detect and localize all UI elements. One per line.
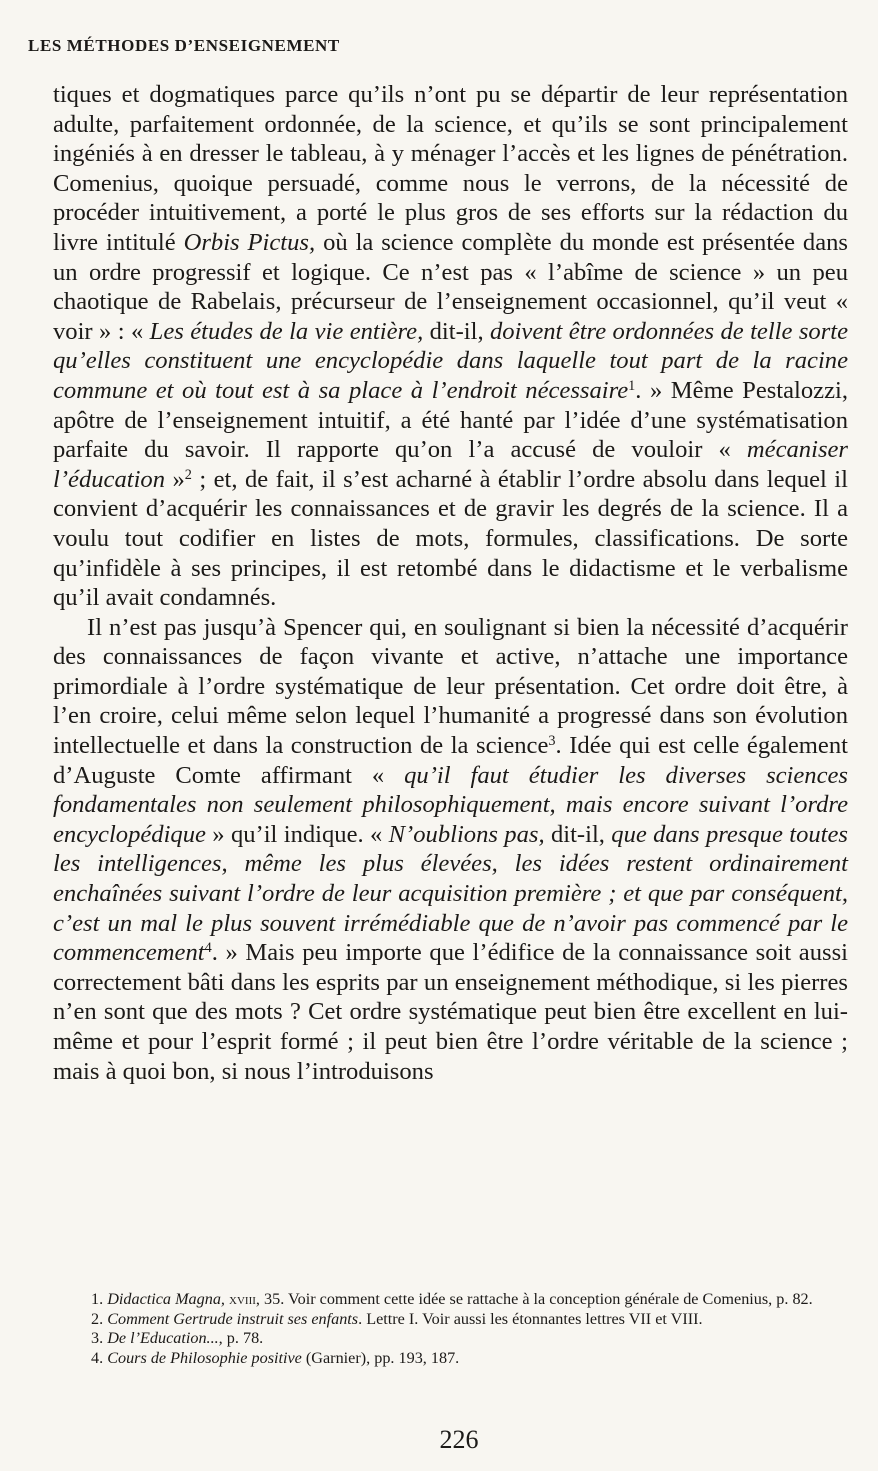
- footnote-chapter: xviii: [229, 1290, 256, 1308]
- footnote-3: [53, 1329, 848, 1349]
- footnote-ref-3: 3: [548, 733, 556, 750]
- italic-quote: que dans presque toutes les intelligences, même les plus élevées, les idées restent ordinairement enchaînées suivant l’ordre de leur acquisition première ; et que par conséquent, c’est un mal le plus souvent irrémédiable que de n’avoir pas commencé par le commencement: [53, 820, 848, 967]
- paragraph-1: [53, 80, 848, 613]
- footnote-number: 1.: [91, 1290, 104, 1308]
- italic-title: Orbis Pictus,: [183, 228, 316, 256]
- italic-quote: N’oublions pas,: [388, 820, 545, 848]
- text-run: »: [165, 465, 185, 493]
- text-run: Il n’est pas jusqu’à Spencer qui, en soulignant si bien la nécessité d’acquérir des connaissances de façon vivante et active, n’attache une importance primordiale à l’ordre systématique de leur présentation. Cet ordre doit être, à l’en croire, celui même selon lequel l’humanité a progressé dans son évolution intellectuelle et dans la construction de la science: [53, 613, 848, 760]
- footnote-number: 2.: [91, 1309, 104, 1328]
- footnote-2: [53, 1310, 848, 1330]
- footnote-text: . Lettre I. Voir aussi les étonnantes lettres VII et VIII.: [358, 1309, 703, 1328]
- page-number: 226: [439, 1425, 479, 1454]
- footnotes: [53, 1290, 848, 1368]
- footnote-title: De l’Education...,: [107, 1329, 223, 1347]
- text-run: où la science complète du monde est présentée dans un ordre progressif et logique. Ce n’est pas « l’abîme de science » un peu chaotique de Rabelais, précurseur de l’enseignement occasionnel, qu’il veut « voir » : «: [53, 228, 848, 345]
- footnote-ref-2: 2: [184, 466, 192, 483]
- footnote-1: [53, 1290, 848, 1310]
- text-run: . » Mais peu importe que l’édifice de la connaissance soit aussi correctement bâti dans les esprits par un enseignement méthodique, si les pierres n’en sont que des mots ? Cet ordre systématique peut bien être excellent en lui-même et pour l’esprit formé ; il peut bien être l’ordre véritable de la science ; mais à quoi bon, si nous l’introduisons: [53, 939, 848, 1085]
- running-head: LES MÉTHODES D’ENSEIGNEMENT: [28, 36, 340, 55]
- footnote-title: Comment Gertrude instruit ses enfants: [107, 1309, 359, 1328]
- main-text: [53, 80, 848, 1086]
- text-run: ; et, de fait, il s’est acharné à établir l’ordre absolu dans lequel il convient d’acquérir les connaissances et de gravir les degrés de la science. Il a voulu tout codifier en listes de mots, formules, classifications. De sorte qu’infidèle à ses principes, il est retombé dans le didactisme et le verbalisme qu’il avait condamnés.: [53, 465, 848, 612]
- text-run: . Idée qui est celle également d’Auguste Comte affirmant «: [53, 732, 848, 789]
- footnote-ref-4: 4: [204, 940, 212, 957]
- footnote-text: p. 78.: [222, 1329, 264, 1347]
- footnote-title: Didactica Magna,: [107, 1290, 225, 1308]
- footnote-4: [53, 1349, 848, 1369]
- footnote-ref-1: 1: [628, 378, 636, 395]
- paragraph-2: [53, 613, 848, 1087]
- italic-quote: qu’il faut étudier les diverses sciences fondamentales non seulement philosophiquement, mais encore suivant l’ordre encyclopédique: [53, 761, 848, 848]
- text-run: dit-il,: [544, 820, 612, 848]
- footnote-text: , 35. Voir comment cette idée se rattache à la conception générale de Comenius, p. 82.: [255, 1290, 813, 1308]
- text-run: » qu’il indique. «: [205, 820, 389, 848]
- footnote-number: 4.: [91, 1348, 104, 1367]
- text-run: . » Même Pestalozzi, apôtre de l’enseignement intuitif, a été hanté par l’idée d’une systématisation parfaite du savoir. Il rapporte qu’on l’a accusé de vouloir «: [53, 376, 848, 464]
- text-run: dit-il,: [423, 317, 490, 345]
- italic-quote: doivent être ordonnées de telle sorte qu’elles constituent une encyclopédie dans laquelle tout part de la racine commune et où tout est à sa place à l’endroit nécessaire: [53, 317, 849, 404]
- italic-quote: Les études de la vie entière,: [149, 317, 424, 345]
- footnote-number: 3.: [91, 1329, 104, 1347]
- text-run: tiques et dogmatiques parce qu’ils n’ont pu se départir de leur représentation adulte, parfaitement ordonnée, de la science, et qu’ils se sont principalement ingéniés à en dresser le tableau, à y ménager l’accès et les lignes de pénétration. Comenius, quoique persuadé, comme nous le verrons, de la nécessité de procéder intuitivement, a porté le plus gros de ses efforts sur la rédaction du livre intitulé: [53, 81, 848, 256]
- italic-quote: mécaniser l’éducation: [53, 436, 848, 493]
- footnote-title: Cours de Philosophie positive: [107, 1348, 302, 1367]
- footnote-text: (Garnier), pp. 193, 187.: [301, 1348, 460, 1367]
